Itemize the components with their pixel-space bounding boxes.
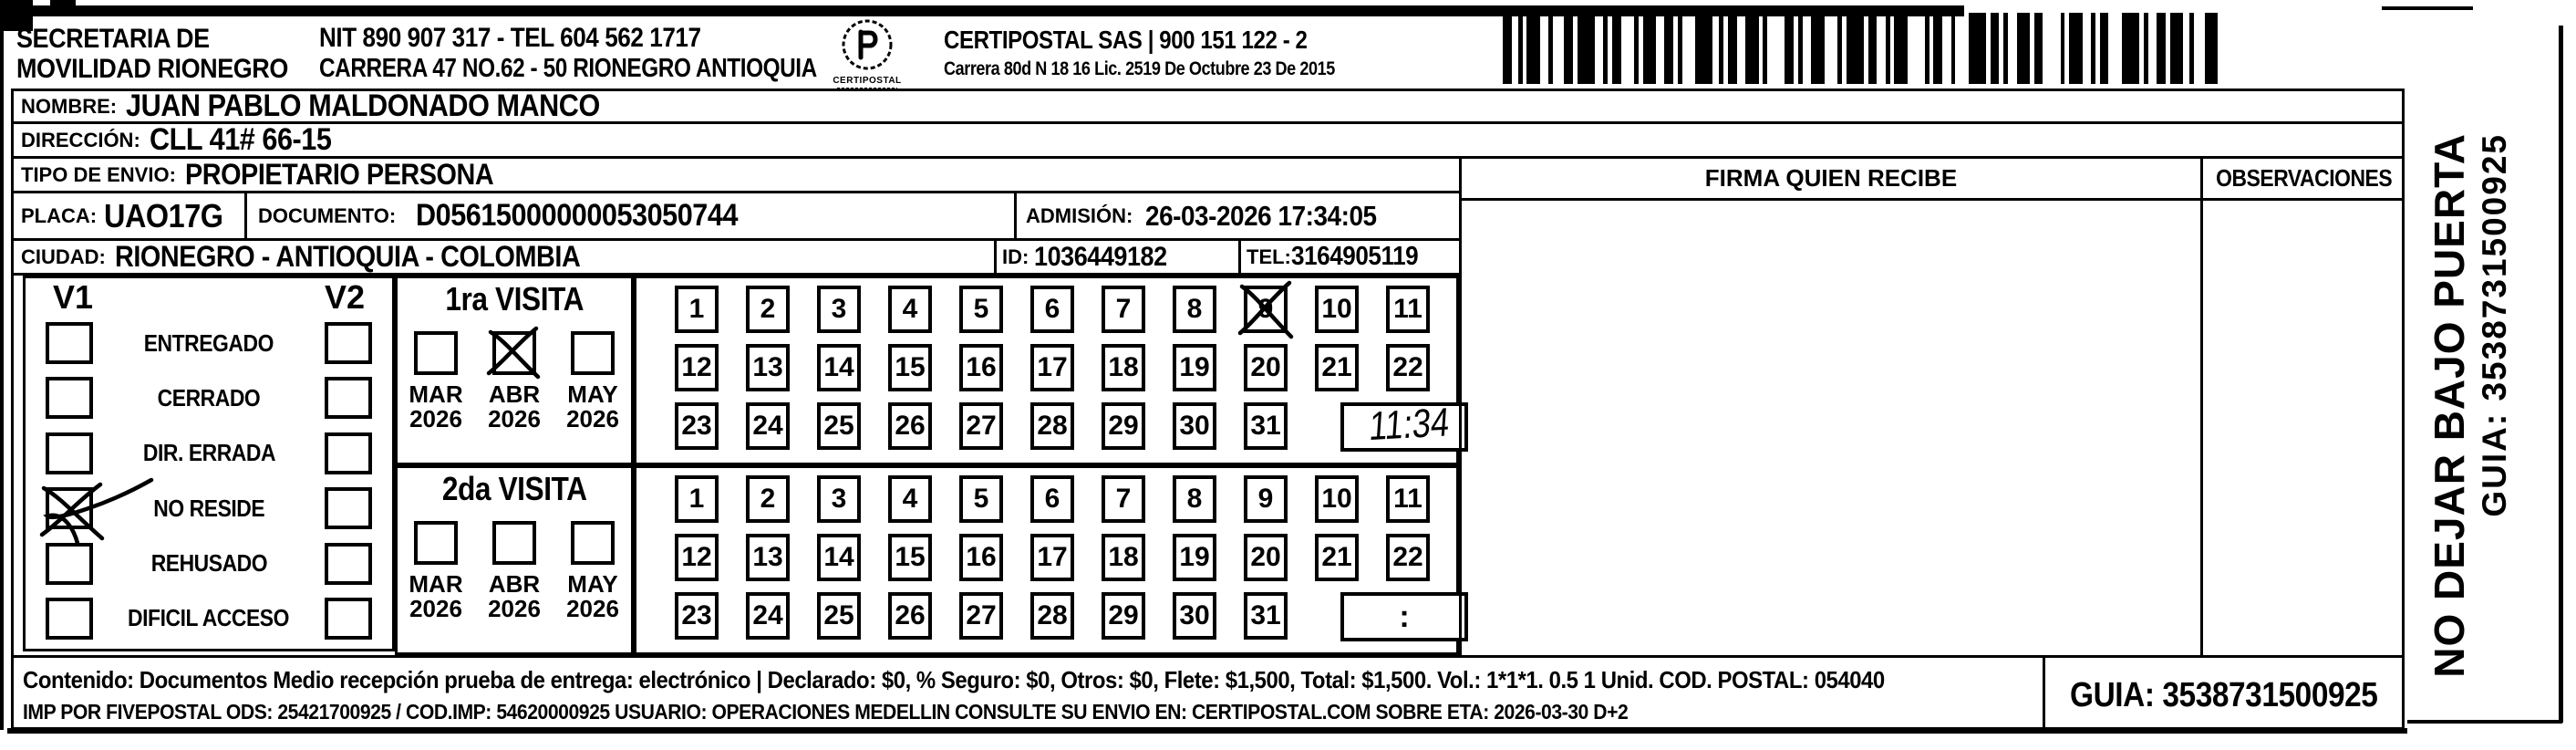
v2-checkbox-entregado xyxy=(325,322,372,364)
handwritten-x-mark xyxy=(485,324,540,379)
direccion-value: CLL 41# 66-15 xyxy=(149,122,332,157)
barcode-bar xyxy=(2034,13,2043,84)
month-label: MAY 2026 xyxy=(566,380,619,432)
v2-checkbox-dificil-acceso xyxy=(325,598,372,640)
sender-address: CARRERA 47 NO.62 - 50 RIONEGRO ANTIOQUIA xyxy=(319,54,817,83)
month-label: ABR 2026 xyxy=(488,570,541,622)
barcode-bar xyxy=(2189,13,2194,84)
day-cell-21: 21 xyxy=(1315,344,1359,391)
v1-checkbox-entregado xyxy=(46,322,93,364)
day-cell-5: 5 xyxy=(959,475,1003,523)
logo-caption: CERTIPOSTAL xyxy=(833,76,902,86)
visit-time-box xyxy=(1340,592,1468,641)
barcode-bar xyxy=(2122,13,2139,84)
day-cell-3: 3 xyxy=(817,286,861,333)
footer-imp-line: IMP POR FIVEPOSTAL ODS: 25421700925 / COD.IMP: 54620000925 USUARIO: OPERACIONES MEDELLIN CONSULTE SU ENVIO EN: CERTIPOSTAL.COM SOBRE ETA: 2026-03-30 D+2 xyxy=(23,700,1629,724)
day-cell-9: 9 xyxy=(1244,286,1288,333)
certipostal-logo xyxy=(832,16,903,89)
calendar-row xyxy=(675,402,1468,452)
ciudad-row xyxy=(14,241,1459,276)
id-cell xyxy=(997,241,1241,273)
v1-checkbox-no-reside xyxy=(46,487,93,529)
month-checkbox-mar xyxy=(414,331,458,375)
placa-value: UAO17G xyxy=(104,196,223,234)
barcode-bar xyxy=(2205,13,2218,84)
firma-signature-area xyxy=(1462,201,2200,655)
footer-content-line: Contenido: Documentos Medio recepción prueba de entrega: electrónico | Declarado: $0, % Seguro: $0, Otros: $0, Flete: $1,500, Total: $1,500. Vol.: 1*1*1. 0.5 1 Unid. COD. POSTAL: 054040 xyxy=(23,666,1885,693)
day-cell-23: 23 xyxy=(675,402,719,450)
placa-documento-row xyxy=(14,193,1459,241)
day-cell-31: 31 xyxy=(1244,402,1288,450)
barcode-bar xyxy=(1763,13,1767,84)
day-cell-27: 27 xyxy=(959,402,1003,450)
day-cell-12: 12 xyxy=(675,534,719,581)
observaciones-header: OBSERVACIONES xyxy=(2215,164,2393,192)
status-option-row xyxy=(46,431,372,476)
status-option-label: CERRADO xyxy=(157,383,261,411)
v2-checkbox-rehusado xyxy=(325,543,372,585)
v1-checkbox-dir-errada xyxy=(46,432,93,474)
barcode-bar xyxy=(1837,13,1842,84)
admision-label: ADMISIÓN: xyxy=(1026,203,1133,227)
v1-checkbox-rehusado xyxy=(46,543,93,585)
status-option-label: NO RESIDE xyxy=(153,494,264,522)
scan-left-edge-line xyxy=(0,11,4,730)
day-cell-29: 29 xyxy=(1102,592,1145,640)
day-cell-4: 4 xyxy=(888,286,932,333)
visita-2-title: 2da VISITA xyxy=(441,470,587,507)
day-cell-11: 11 xyxy=(1386,475,1430,523)
barcode-bar xyxy=(1991,13,2000,84)
day-cell-19: 19 xyxy=(1173,344,1216,391)
scan-right-edge-line xyxy=(2559,26,2563,723)
guia-number: GUIA: 3538731500925 xyxy=(2069,675,2378,714)
scan-artifact xyxy=(2382,6,2473,10)
barcode-bar xyxy=(2069,13,2082,84)
day-cell-22: 22 xyxy=(1386,344,1430,391)
barcode-bar xyxy=(2061,13,2065,84)
day-cell-28: 28 xyxy=(1030,592,1074,640)
day-cell-31: 31 xyxy=(1244,592,1288,640)
day-cell-25: 25 xyxy=(817,402,861,450)
day-cell-24: 24 xyxy=(746,592,790,640)
month-checkbox-may xyxy=(571,331,615,375)
direccion-label: DIRECCIÓN: xyxy=(21,128,140,151)
side-note xyxy=(2425,133,2527,717)
barcode-bar xyxy=(1564,13,1573,84)
side-note-guia: GUIA: 3538731500925 xyxy=(2476,133,2513,517)
tracking-barcode xyxy=(1503,13,2218,84)
v1-checkbox-cerrado xyxy=(46,377,93,419)
day-cell-15: 15 xyxy=(888,344,932,391)
status-option-row xyxy=(46,320,372,366)
day-cell-13: 13 xyxy=(746,344,790,391)
month-label: MAY 2026 xyxy=(566,570,619,622)
day-cell-13: 13 xyxy=(746,534,790,581)
day-cell-16: 16 xyxy=(959,344,1003,391)
status-option-row xyxy=(46,375,372,421)
sender-name-line1: SECRETARIA DE xyxy=(16,24,210,54)
tipo-envio-row xyxy=(14,159,1459,193)
ciudad-label: CIUDAD: xyxy=(21,245,106,268)
status-option-label: DIFICIL ACCESO xyxy=(128,604,290,632)
visita-1-panel xyxy=(395,276,634,465)
tipo-envio-label: TIPO DE ENVIO: xyxy=(21,162,176,186)
tel-value: 3164905119 xyxy=(1290,242,1419,271)
admision-value: 26-03-2026 17:34:05 xyxy=(1145,199,1377,232)
scan-bottom-edge-line xyxy=(7,728,2407,734)
barcode-bar xyxy=(1503,13,1512,84)
barcode-bar xyxy=(1868,13,1878,84)
barcode-bar xyxy=(1847,13,1864,84)
day-cell-20: 20 xyxy=(1244,534,1288,581)
day-cell-24: 24 xyxy=(746,402,790,450)
sender-contact-block xyxy=(319,22,912,84)
day-cell-1: 1 xyxy=(675,286,719,333)
day-cell-18: 18 xyxy=(1102,344,1145,391)
barcode-bar xyxy=(1785,13,1794,84)
day-cell-5: 5 xyxy=(959,286,1003,333)
placa-cell xyxy=(14,193,247,238)
day-cell-26: 26 xyxy=(888,402,932,450)
sender-block xyxy=(16,24,318,84)
scan-artifact xyxy=(50,0,76,6)
barcode-bar xyxy=(1951,13,1956,84)
visita-2-calendar xyxy=(634,465,1459,655)
direccion-row xyxy=(14,124,2402,159)
day-cell-30: 30 xyxy=(1173,402,1216,450)
barcode-bar xyxy=(1678,13,1682,84)
month-cell-mar xyxy=(399,521,472,621)
placa-label: PLACA: xyxy=(21,203,98,227)
barcode-bar xyxy=(2170,13,2183,84)
day-cell-17: 17 xyxy=(1030,534,1074,581)
receipt-panel xyxy=(1459,159,2402,655)
day-cell-30: 30 xyxy=(1173,592,1216,640)
barcode-bar xyxy=(1719,13,1723,84)
visita-2-panel xyxy=(395,465,634,655)
barcode-bar xyxy=(1695,13,1712,84)
barcode-bar xyxy=(1634,13,1639,84)
month-cell-abr xyxy=(478,331,551,432)
barcode-bar xyxy=(1603,13,1608,84)
day-cell-16: 16 xyxy=(959,534,1003,581)
day-cell-2: 2 xyxy=(746,286,790,333)
day-cell-19: 19 xyxy=(1173,534,1216,581)
day-cell-20: 20 xyxy=(1244,344,1288,391)
nombre-label: NOMBRE: xyxy=(21,94,118,118)
day-cell-23: 23 xyxy=(675,592,719,640)
day-cell-11: 11 xyxy=(1386,286,1430,333)
visit-time-placeholder: : xyxy=(1399,599,1410,634)
day-cell-29: 29 xyxy=(1102,402,1145,450)
month-checkbox-abr xyxy=(492,521,536,565)
calendar-row xyxy=(675,475,1430,523)
certipostal-logo-icon xyxy=(838,16,896,75)
barcode-bar xyxy=(1811,13,1824,84)
month-label: MAR 2026 xyxy=(409,570,463,622)
day-cell-9: 9 xyxy=(1244,475,1288,523)
visita-2-months xyxy=(398,521,631,621)
guia-box xyxy=(2045,658,2402,733)
day-cell-28: 28 xyxy=(1030,402,1074,450)
day-cell-26: 26 xyxy=(888,592,932,640)
v2-column-header: V2 xyxy=(324,278,365,316)
day-cell-18: 18 xyxy=(1102,534,1145,581)
barcode-bar xyxy=(2017,13,2030,84)
month-cell-may xyxy=(556,521,629,621)
month-cell-may xyxy=(556,331,629,432)
nombre-value: JUAN PABLO MALDONADO MANCO xyxy=(126,89,600,123)
day-cell-10: 10 xyxy=(1315,475,1359,523)
barcode-bar xyxy=(1933,13,1942,84)
barcode-bar xyxy=(2144,13,2148,84)
barcode-bar xyxy=(1643,13,1656,84)
barcode-bar xyxy=(2157,13,2166,84)
id-label: ID: xyxy=(1002,245,1029,268)
barcode-bar xyxy=(1886,13,1890,84)
v2-checkbox-cerrado xyxy=(325,377,372,419)
firma-header-cell xyxy=(1462,159,2200,201)
day-cell-27: 27 xyxy=(959,592,1003,640)
day-cell-2: 2 xyxy=(746,475,790,523)
barcode-bar xyxy=(1745,13,1758,84)
footer-band xyxy=(14,655,2402,730)
courier-block xyxy=(944,24,1399,82)
day-cell-25: 25 xyxy=(817,592,861,640)
handwritten-visit-time: 11:34 xyxy=(1367,400,1451,450)
month-label: ABR 2026 xyxy=(488,380,541,432)
barcode-bar xyxy=(1894,13,1907,84)
barcode-bar xyxy=(1612,13,1621,84)
sender-nit-tel: NIT 890 907 317 - TEL 604 562 1717 xyxy=(319,23,701,53)
day-cell-21: 21 xyxy=(1315,534,1359,581)
day-cell-14: 14 xyxy=(817,534,861,581)
status-option-label: DIR. ERRADA xyxy=(142,439,275,467)
day-cell-17: 17 xyxy=(1030,344,1074,391)
calendar-row xyxy=(675,344,1430,391)
day-cell-4: 4 xyxy=(888,475,932,523)
courier-address: Carrera 80d N 18 16 Lic. 2519 De Octubre 23 De 2015 xyxy=(944,58,1335,79)
barcode-bar xyxy=(1664,13,1673,84)
visita-1-months xyxy=(398,331,631,432)
day-cell-12: 12 xyxy=(675,344,719,391)
month-checkbox-mar xyxy=(414,521,458,565)
tel-cell xyxy=(1241,241,1459,273)
day-cell-22: 22 xyxy=(1386,534,1430,581)
barcode-bar xyxy=(1925,13,1929,84)
status-option-label: ENTREGADO xyxy=(143,328,274,357)
barcode-bar xyxy=(1526,13,1539,84)
status-option-row xyxy=(46,485,372,531)
scan-artifact xyxy=(2407,720,2562,724)
ciudad-cell xyxy=(14,241,997,273)
ciudad-value: RIONEGRO - ANTIOQUIA - COLOMBIA xyxy=(114,240,581,273)
month-checkbox-abr xyxy=(492,331,536,375)
month-cell-abr xyxy=(478,521,551,621)
month-label: MAR 2026 xyxy=(409,380,463,432)
documento-cell xyxy=(247,193,1017,238)
month-cell-mar xyxy=(399,331,472,432)
day-cell-10: 10 xyxy=(1315,286,1359,333)
sender-name-line2: MOVILIDAD RIONEGRO xyxy=(16,54,288,84)
documento-label: DOCUMENTO: xyxy=(258,203,397,227)
admision-cell xyxy=(1017,193,1459,238)
barcode-bar xyxy=(1548,13,1553,84)
barcode-bar xyxy=(1518,13,1523,84)
day-cell-15: 15 xyxy=(888,534,932,581)
observaciones-area xyxy=(2203,201,2405,655)
v1-checkbox-dificil-acceso xyxy=(46,598,93,640)
observaciones-header-cell xyxy=(2200,159,2405,201)
day-cell-6: 6 xyxy=(1030,286,1074,333)
status-option-label: REHUSADO xyxy=(150,549,267,578)
calendar-row xyxy=(675,534,1430,581)
day-cell-6: 6 xyxy=(1030,475,1074,523)
month-checkbox-may xyxy=(571,521,615,565)
v2-checkbox-no-reside xyxy=(325,487,372,529)
day-cell-7: 7 xyxy=(1102,286,1145,333)
barcode-bar xyxy=(1969,13,1986,84)
day-cell-8: 8 xyxy=(1173,286,1216,333)
tel-label: TEL: xyxy=(1247,245,1291,268)
barcode-bar xyxy=(2100,13,2109,84)
side-note-warning: NO DEJAR BAJO PUERTA xyxy=(2426,133,2473,678)
v2-checkbox-dir-errada xyxy=(325,432,372,474)
guide-form xyxy=(11,89,2405,730)
barcode-bar xyxy=(2003,13,2008,84)
barcode-bar xyxy=(1578,13,1595,84)
barcode-bar xyxy=(1798,13,1803,84)
day-cell-1: 1 xyxy=(675,475,719,523)
firma-header: FIRMA QUIEN RECIBE xyxy=(1704,164,1958,192)
courier-name: CERTIPOSTAL SAS | 900 151 122 - 2 xyxy=(944,26,1308,54)
status-options xyxy=(26,320,392,641)
status-option-row xyxy=(46,541,372,587)
day-cell-7: 7 xyxy=(1102,475,1145,523)
nombre-row xyxy=(14,91,2402,124)
barcode-bar xyxy=(1728,13,1737,84)
visita-1-calendar xyxy=(634,276,1459,465)
day-cell-8: 8 xyxy=(1173,475,1216,523)
calendar-row xyxy=(675,286,1430,333)
tipo-envio-value: PROPIETARIO PERSONA xyxy=(184,158,494,191)
day-cell-14: 14 xyxy=(817,344,861,391)
day-cell-3: 3 xyxy=(817,475,861,523)
delivery-status-panel xyxy=(23,276,395,651)
v1-column-header: V1 xyxy=(53,278,94,316)
barcode-bar xyxy=(2091,13,2095,84)
id-value: 1036449182 xyxy=(1034,241,1168,272)
calendar-row xyxy=(675,592,1468,641)
visit-time-box xyxy=(1340,402,1468,452)
documento-value: D05615000000053050744 xyxy=(416,198,739,233)
visita-1-title: 1ra VISITA xyxy=(445,280,584,318)
status-option-row xyxy=(46,596,372,641)
